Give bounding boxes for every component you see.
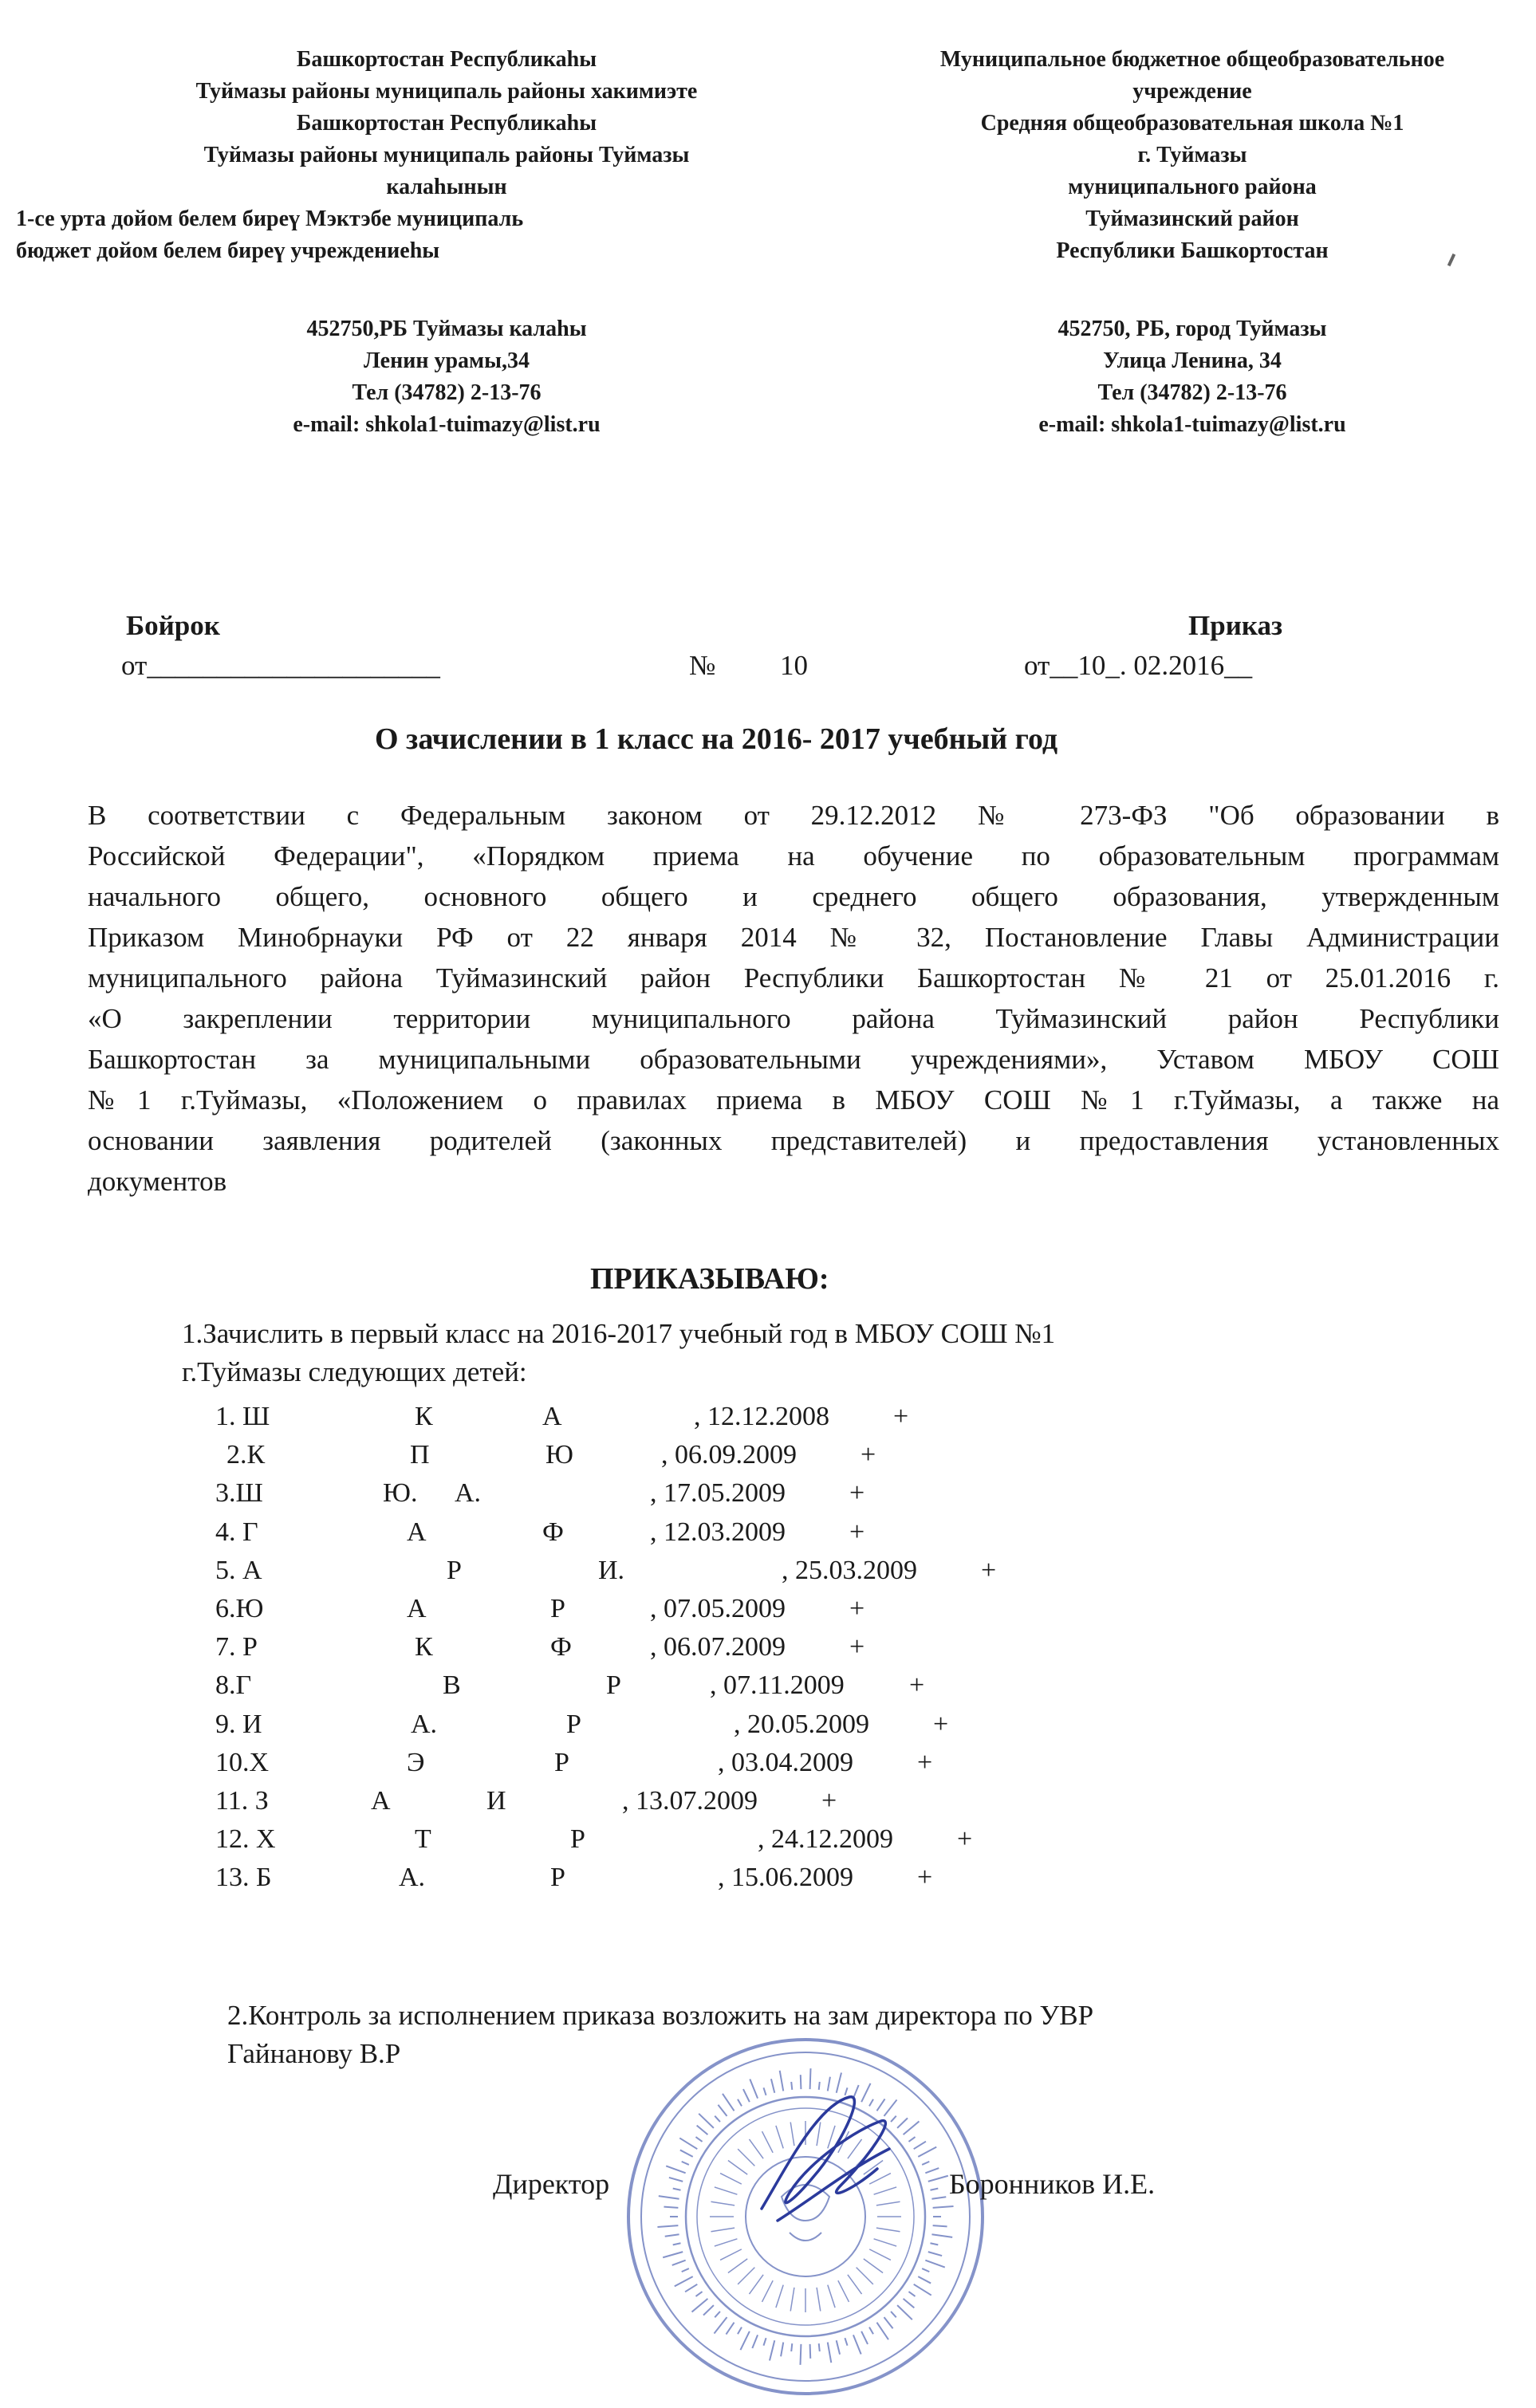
header-right-line: Туймазинский район [1085, 207, 1299, 231]
stamp-inner-stroke [728, 2259, 747, 2273]
child-initial-1: Т [415, 1824, 431, 1855]
header-left-line: Туймазы районы муниципаль районы Туймазы [203, 143, 690, 167]
stamp-text-stroke [715, 2116, 720, 2122]
stamp-text-stroke [666, 2166, 685, 2173]
child-check-mark: + [893, 1402, 909, 1431]
child-birth-date: , 07.05.2009 [650, 1594, 786, 1623]
stamp-text-stroke [933, 2206, 954, 2208]
child-birth-date: , 17.05.2009 [650, 1478, 786, 1509]
preamble-line: основании заявления родителей (законных представителей) и предоставления установленных [88, 1125, 1499, 1156]
stamp-text-stroke [928, 2176, 948, 2182]
stamp-text-stroke [884, 2317, 893, 2328]
header-right-spacer [861, 267, 1523, 313]
preamble-line: №1 г.Туймазы, «Положением о правилах приема в МБОУ СОШ №1 г.Туймазы, а также на [88, 1084, 1499, 1115]
stamp-inner-stroke [720, 2249, 742, 2260]
header-left-line: калаһынын [386, 175, 507, 199]
child-birth-date: , 07.11.2009 [710, 1670, 845, 1701]
header-right-line: Республики Башкортостан [1056, 238, 1329, 263]
child-check-mark: + [849, 1478, 865, 1509]
number-label: № [689, 650, 716, 681]
stamp-inner-stroke [776, 2285, 783, 2308]
child-birth-date: , 13.07.2009 [622, 1786, 758, 1816]
child-number-initial: 13. Б [215, 1863, 272, 1893]
child-initial-2: Р [566, 1709, 581, 1739]
stamp-text-stroke [718, 2105, 727, 2116]
header-left-line: Башкортостан Республикаһы [296, 111, 597, 136]
stamp-text-stroke [752, 2335, 758, 2348]
header-left-line: Туймазы районы муниципаль районы хакимиэте [195, 79, 698, 104]
stamp-text-stroke [931, 2197, 946, 2199]
stamp-text-stroke [791, 2343, 792, 2351]
stamp-inner-stroke [864, 2259, 883, 2273]
header-left-line: e-mail: shkola1-tuimazy@list.ru [293, 412, 601, 437]
child-number-initial: 1. Ш [215, 1402, 270, 1431]
stamp-text-stroke [663, 2252, 683, 2257]
child-birth-date: , 15.06.2009 [718, 1863, 853, 1893]
child-check-mark: + [849, 1632, 865, 1662]
stamp-inner-stroke [762, 2280, 774, 2302]
stamp-text-stroke [931, 2243, 939, 2245]
header-left-line: бюджет дойом белем бирeү учреждениеһы [16, 238, 440, 263]
child-initial-1: Ю. [383, 1478, 418, 1509]
child-birth-date: , 06.07.2009 [650, 1632, 786, 1662]
stamp-text-stroke [672, 2260, 686, 2265]
preamble-line: начального общего, основного общего и среднего общего образования, утвержденным [88, 881, 1499, 912]
stamp-text-stroke [703, 2305, 714, 2316]
child-initial-2: Р [550, 1594, 565, 1623]
stamp-text-stroke [819, 2343, 820, 2351]
header-right-line: учреждение [1132, 79, 1252, 104]
stamp-inner-stroke [738, 2268, 754, 2284]
child-initial-1: П [410, 1440, 430, 1470]
child-birth-date: , 12.03.2009 [650, 1517, 786, 1547]
stamp-text-stroke [918, 2276, 931, 2283]
child-check-mark: + [957, 1824, 973, 1855]
header-right-line: муниципального района [1068, 175, 1317, 199]
child-check-mark: + [917, 1747, 933, 1777]
stamp-text-stroke [697, 2126, 708, 2135]
child-initial-1: А [407, 1517, 427, 1547]
stamp-text-stroke [695, 2292, 702, 2296]
child-initial-2: Р [550, 1863, 565, 1893]
stamp-text-stroke [869, 2327, 873, 2335]
document-title: О зачислении в 1 класс на 2016- 2017 учебный год [375, 722, 1058, 756]
stamp-text-stroke [692, 2299, 708, 2312]
child-check-mark: + [849, 1517, 865, 1547]
signature-name: Боронников И.Е. [949, 2168, 1156, 2200]
child-initial-1: К [415, 1402, 433, 1431]
preamble-line: Российской Федерации", «Порядком приема на обучение по образовательным программам [88, 840, 1499, 872]
child-initial-2: И [486, 1786, 506, 1816]
child-number-initial: 6.Ю [215, 1594, 264, 1623]
stamp-text-stroke [925, 2260, 944, 2268]
header-right-line: Улица Ленина, 34 [1103, 348, 1282, 373]
preamble-line: Приказом Минобрнауки РФ от 22 января 2014 № 32, Постановление Главы Администрации [88, 922, 1499, 953]
stamp-text-stroke [897, 2305, 912, 2319]
header-left [16, 44, 782, 441]
child-number-initial: 4. Г [215, 1517, 258, 1547]
stamp-text-stroke [845, 2338, 847, 2346]
child-initial-1: Э [407, 1747, 425, 1777]
stamp-text-stroke [925, 2168, 939, 2173]
child-initial-2: Ф [542, 1517, 564, 1547]
header-right-line: г. Туймазы [1137, 143, 1247, 167]
stamp-text-stroke [715, 2312, 720, 2317]
header-right-line: e-mail: shkola1-tuimazy@list.ru [1038, 412, 1346, 437]
preamble-line: муниципального района Туймазинский район Республики Башкортостан № 21 от 25.01.2016 г. [88, 962, 1499, 993]
stamp-text-stroke [853, 2335, 861, 2354]
stamp-text-stroke [740, 2331, 749, 2350]
header-left-line: 452750,РБ Туймазы калаһы [306, 317, 587, 341]
child-check-mark: + [821, 1786, 837, 1816]
child-birth-date: , 25.03.2009 [782, 1555, 917, 1585]
item-1-line-2: г.Туймазы следующих детей: [182, 1356, 527, 1387]
stamp-text-stroke [659, 2196, 679, 2199]
preamble-line: документов [88, 1166, 227, 1197]
director-signature [730, 2073, 921, 2241]
stamp-text-stroke [664, 2207, 678, 2208]
child-birth-date: , 06.09.2009 [661, 1440, 797, 1470]
stamp-text-stroke [810, 2344, 811, 2359]
stamp-text-stroke [861, 2331, 868, 2344]
stamp-text-stroke [763, 2338, 766, 2346]
child-initial-2: А [542, 1402, 562, 1431]
child-initial-2: А. [455, 1478, 482, 1509]
preamble-paragraph [88, 795, 1499, 1202]
child-initial-1: А [371, 1786, 391, 1816]
stamp-inner-stroke [848, 2275, 862, 2294]
child-number-initial: 2.К [226, 1440, 266, 1470]
stamp-inner-stroke [828, 2285, 835, 2308]
stamp-text-stroke [922, 2268, 929, 2272]
child-initial-2: Ф [550, 1632, 572, 1662]
child-number-initial: 3.Ш [215, 1478, 263, 1509]
stamp-text-stroke [695, 2137, 702, 2142]
stamp-text-stroke [770, 2340, 774, 2360]
stamp-text-stroke [657, 2225, 678, 2227]
header-left-spacer [112, 267, 782, 313]
stamp-text-stroke [665, 2234, 679, 2237]
preamble-line: «О закреплении территории муниципального района Туймазинский район Республики [88, 1003, 1499, 1034]
child-initial-1: Р [447, 1555, 462, 1585]
stamp-text-stroke [726, 2323, 734, 2335]
header-right [861, 44, 1523, 441]
stamp-inner-stroke [817, 2288, 821, 2312]
header-left-line: Тел (34782) 2-13-76 [352, 380, 542, 405]
child-initial-1: А. [399, 1863, 426, 1893]
orders-heading: ПРИКАЗЫВАЮ: [590, 1262, 829, 1296]
stamp-inner-stroke [790, 2288, 794, 2312]
child-birth-date: , 12.12.2008 [694, 1402, 829, 1431]
stamp-text-stroke [933, 2225, 947, 2226]
item-2-line-2: Гайнанову В.Р [227, 2038, 401, 2069]
doc-type-bashkir: Бойрок [126, 610, 220, 641]
header-right-line: Тел (34782) 2-13-76 [1097, 380, 1287, 405]
date-left: от_____________________ [121, 650, 440, 681]
header-right-line: 452750, РБ, город Туймазы [1057, 317, 1327, 341]
child-birth-date: , 03.04.2009 [718, 1747, 853, 1777]
child-check-mark: + [909, 1670, 925, 1701]
child-initial-2: Р [606, 1670, 621, 1701]
preamble-line: Башкортостан за муниципальными образовательными учреждениями», Уставом МБОУ СОШ [88, 1044, 1499, 1075]
child-number-initial: 12. Х [215, 1824, 276, 1855]
child-number-initial: 10.Х [215, 1747, 270, 1777]
header-right-line: Средняя общеобразовательная школа №1 [980, 111, 1404, 136]
stamp-text-stroke [679, 2138, 697, 2149]
stamp-text-stroke [680, 2150, 693, 2156]
stamp-text-stroke [781, 2343, 783, 2357]
child-number-initial: 11. З [215, 1786, 269, 1816]
stamp-text-stroke [931, 2234, 952, 2237]
stamp-text-stroke [922, 2162, 929, 2165]
stamp-text-stroke [904, 2299, 915, 2308]
child-check-mark: + [861, 1440, 876, 1470]
child-check-mark: + [849, 1594, 865, 1623]
stamp-text-stroke [914, 2284, 931, 2296]
header-right-line: Муниципальное бюджетное общеобразовательное [939, 47, 1445, 72]
stamp-text-stroke [685, 2284, 697, 2292]
stamp-text-stroke [673, 2243, 681, 2245]
header-left-line: Ленин урамы,34 [363, 348, 530, 373]
child-initial-1: А [407, 1594, 427, 1623]
date-right: от__10_. 02.2016__ [1024, 650, 1253, 681]
stamp-inner-stroke [869, 2249, 891, 2260]
child-check-mark: + [917, 1863, 933, 1893]
child-initial-2: Р [570, 1824, 585, 1855]
item-1-line-1: 1.Зачислить в первый класс на 2016-2017 учебный год в МБОУ СОШ №1 [182, 1318, 1056, 1349]
child-number-initial: 7. Р [215, 1632, 258, 1662]
stamp-inner-stroke [857, 2268, 873, 2284]
child-initial-2: И. [598, 1555, 625, 1585]
child-initial-1: В [443, 1670, 461, 1701]
header-left-line: 1-се урта дойом белем биреү Мэктэбе муниципаль [16, 207, 524, 231]
stamp-text-stroke [828, 2343, 832, 2363]
doc-type-russian: Приказ [1188, 610, 1283, 641]
child-initial-1: А. [411, 1709, 438, 1739]
header-left-line: Башкортостан Республикаһы [296, 47, 597, 72]
child-number-initial: 5. А [215, 1555, 262, 1585]
stamp-text-stroke [908, 2292, 915, 2296]
stamp-text-stroke [876, 2323, 888, 2340]
stamp-text-stroke [682, 2162, 689, 2165]
child-birth-date: , 20.05.2009 [734, 1709, 869, 1739]
stamp-text-stroke [673, 2189, 681, 2190]
stamp-text-stroke [714, 2317, 727, 2333]
stamp-text-stroke [738, 2327, 742, 2335]
child-initial-2: Ю [545, 1440, 573, 1470]
child-check-mark: + [933, 1709, 949, 1739]
stamp-inner-stroke [838, 2280, 849, 2302]
stamp-text-stroke [675, 2276, 693, 2286]
item-2-line-1: 2.Контроль за исполнением приказа возложить на зам директора по УВР [227, 2000, 1094, 2031]
stamp-inner-stroke [749, 2275, 763, 2294]
child-number-initial: 9. И [215, 1709, 262, 1739]
stamp-text-stroke [891, 2312, 896, 2317]
stamp-text-stroke [682, 2268, 689, 2272]
stamp-text-stroke [669, 2178, 683, 2182]
number-value: 10 [780, 650, 808, 681]
stamp-text-stroke [699, 2114, 714, 2128]
stamp-text-stroke [928, 2252, 942, 2256]
stamp-text-stroke [931, 2189, 939, 2190]
child-birth-date: , 24.12.2009 [758, 1824, 893, 1855]
stamp-text-stroke [837, 2340, 840, 2354]
signature-role: Директор [493, 2168, 610, 2200]
child-number-initial: 8.Г [215, 1670, 252, 1701]
child-check-mark: + [981, 1555, 997, 1585]
child-initial-1: К [415, 1632, 433, 1662]
preamble-line: В соответствии с Федеральным законом от 29.12.2012 № 273-ФЗ "Об образовании в [88, 800, 1499, 831]
child-initial-2: Р [554, 1747, 569, 1777]
